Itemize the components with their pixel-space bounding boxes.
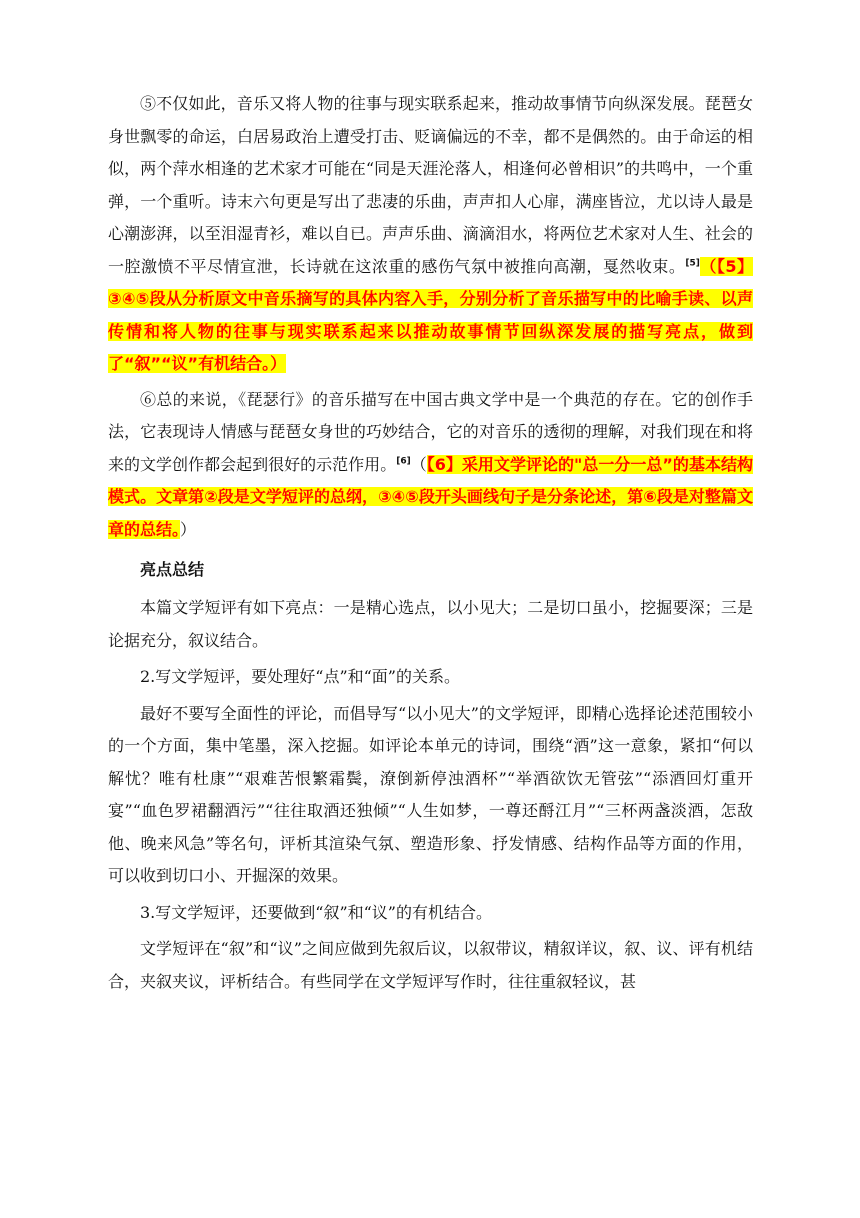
section-heading: 亮点总结 [140, 560, 205, 579]
annotation-6: 【6】采用文学评论的"总一分一总”的基本结构模式。文章第②段是文学短评的总纲，③④⑤段开头画线句子是分条论述，第⑥段是对整篇文章的总结。 [108, 454, 753, 539]
paren-open-5: （ [699, 256, 717, 276]
point-3-body: 文学短评在“叙”和“议”之间应做到先叙后议，以叙带议，精叙详议，叙、议、评有机结合，夹叙夹议，评析结合。有些同学在文学短评写作时，往往重叙轻议，甚 [108, 939, 753, 991]
paragraph-6 [108, 384, 753, 547]
paragraph-5 [108, 88, 753, 381]
summary-paragraph: 本篇文学短评有如下亮点：一是精心选点，以小见大；二是切口虽小，挖掘要深；三是论据充分，叙议结合。 [108, 598, 753, 650]
footnote-ref-6: [6] [396, 456, 411, 467]
paragraph-6-text: ⑥总的来说，《琵瑟行》的音乐描写在中国古典文学中是一个典范的存在。它的创作手法，它表现诗人情感与琵琶女身世的巧妙结合，它的对音乐的透彻的理解，对我们现在和将来的文学创作都会起到很好的示范作用。 [108, 389, 753, 474]
annotation-5: 【5】③④⑤段从分析原文中音乐摘写的具体内容入手，分别分析了音乐描写中的比喻手读、以声传情和将人物的往事与现实联系起来以推动故事情节回纵深发展的描写亮点，做到了“叙”“议”有机结合。） [108, 256, 753, 373]
paragraph-5-text: ⑤不仅如此，音乐又将人物的往事与现实联系起来，推动故事情节向纵深发展。琵琶女身世飘零的命运，白居易政治上遭受打击、贬谪偏远的不幸，都不是偶然的。由于命运的相似，两个萍水相逢的艺术家才可能在“同是天涯沦落人，相逢何必曾相识”的共鸣中，一个重弹，一个重听。诗末六句更是写出了悲凄的乐曲，声声扣人心扉，满座皆泣，尤以诗人最是心潮澎湃，以至泪湿青衫，难以自已。声声乐曲、滴滴泪水，将两位艺术家对人生、社会的一腔激愤不平尽情宣泄，长诗就在这浓重的感伤气氛中被推向高潮，戛然收束。 [108, 94, 753, 276]
document-page [108, 88, 753, 998]
footnote-ref-5: [5] [685, 258, 700, 269]
paren-close-6: ） [180, 519, 197, 539]
point-3-title: 3.写文学短评，还要做到“叙”和“议”的有机结合。 [140, 902, 492, 922]
point-2-title: 2.写文学短评，要处理好“点”和“面”的关系。 [140, 667, 460, 686]
point-2-body: 最好不要写全面性的评论，而倡导写“以小见大”的文学短评，即精心选择论述范围较小的一个方面，集中笔墨，深入挖掘。如评论本单元的诗词，围绕“酒”这一意象，紧扣“何以解忧？唯有杜康”“艰难苦恨繁霜鬓，潦倒新停浊酒杯”“举酒欲饮无管弦”“添酒回灯重开宴”“血色罗裙翻酒污”“往往取酒还独倾”“人生如梦，一尊还酹江月”“三杯两盏淡酒，怎敌他、晚来风急”等名句，评析其渲染气氛、塑造形象、抒发情感、结构作品等方面的作用，可以收到切口小、开掘深的效果。 [108, 703, 753, 885]
paren-open-6: （ [410, 454, 427, 474]
